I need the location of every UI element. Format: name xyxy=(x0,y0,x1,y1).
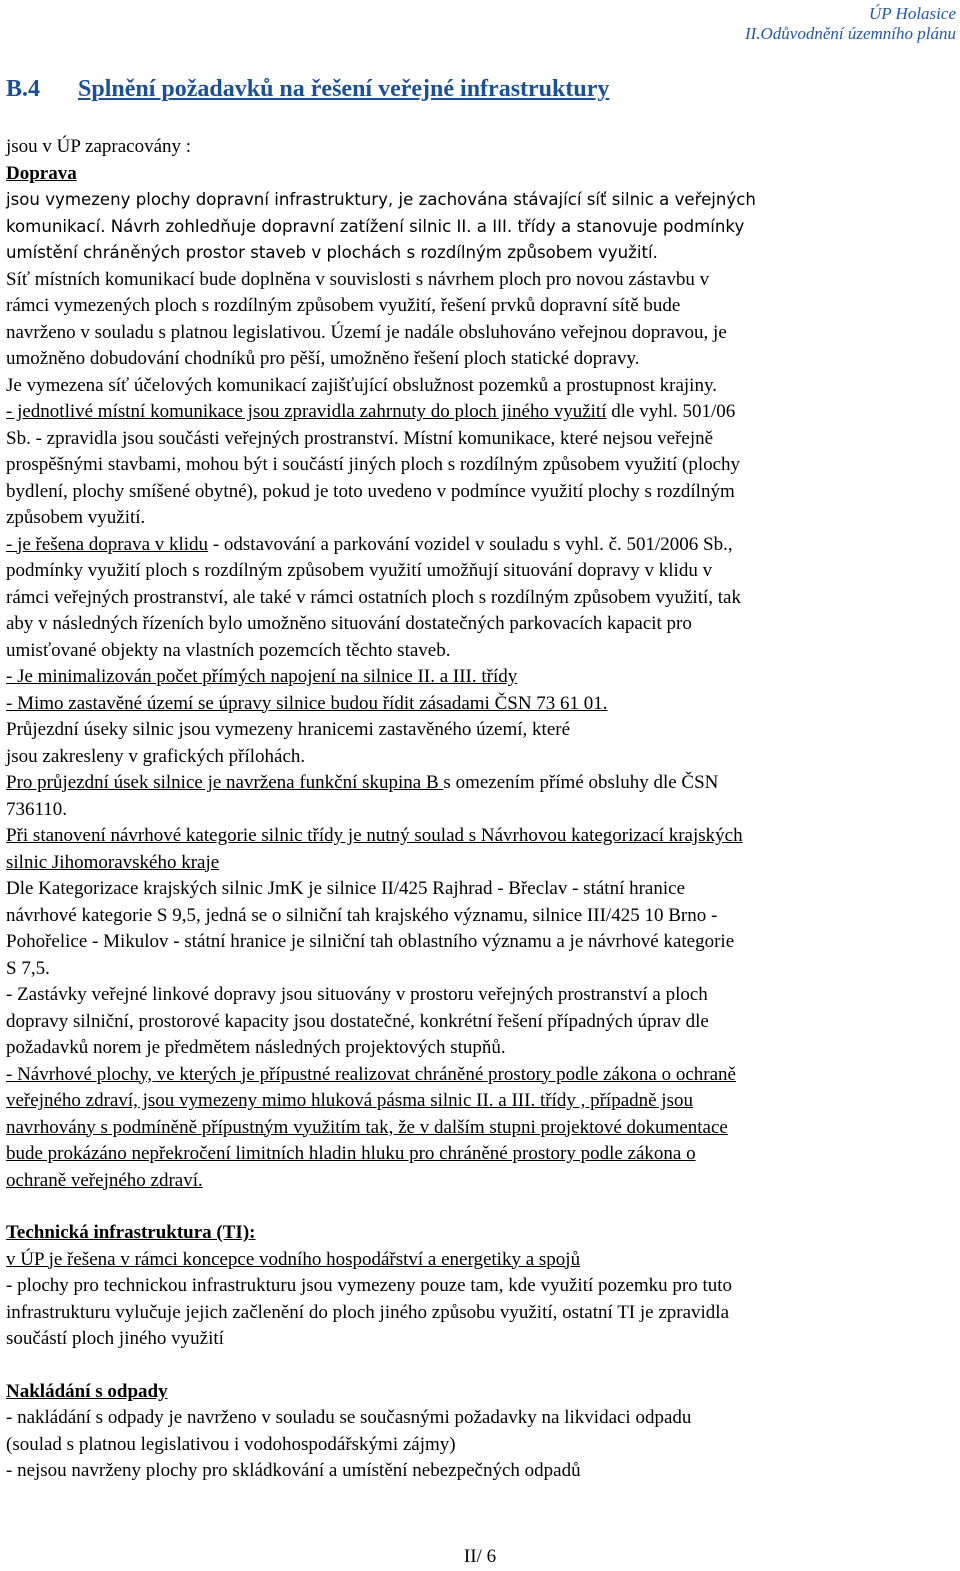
header-project: ÚP Holasice xyxy=(868,4,956,23)
section-number: B.4 xyxy=(6,76,41,102)
doprava-line: Je vymezena síť účelových komunikací zajišťující obslužnost pozemků a prostupnost krajiny. xyxy=(6,374,717,396)
underlined-text: - Je minimalizován počet přímých napojení na silnice II. a III. třídy xyxy=(6,666,518,687)
document-body xyxy=(6,134,956,1485)
intro-line: jsou v ÚP zapracovány : xyxy=(6,136,192,157)
underlined-text: bude prokázáno nepřekročení limitních hladin hluku pro chráněné prostory podle zákona o xyxy=(6,1143,696,1164)
doprava-line xyxy=(6,664,956,691)
doprava-line xyxy=(6,850,956,877)
underlined-text: - Mimo zastavěné území se úpravy silnice budou řídit zásadami ČSN 73 61 01. xyxy=(6,692,608,714)
doprava-line: Dle Kategorizace krajských silnic JmK je silnice II/425 Rajhrad - Břeclav - státní hranice xyxy=(6,878,685,899)
page-number: II/ 6 xyxy=(463,1546,497,1567)
doprava-line xyxy=(6,823,956,850)
doprava-line: Síť místních komunikací bude doplněna v souvislosti s návrhem ploch pro novou zástavbu v xyxy=(6,268,710,290)
paragraph-gap xyxy=(6,1353,956,1379)
doprava-line xyxy=(6,532,956,559)
doprava-line: navrženo v souladu s platnou legislativou. Území je nadále obsluhováno veřejnou dopravou, je xyxy=(6,321,727,343)
odpady-line: - nakládání s odpady je navrženo v souladu se současnými požadavky na likvidaci odpadu xyxy=(6,1407,692,1428)
underlined-text: ochraně veřejného zdraví. xyxy=(6,1169,203,1191)
doprava-line xyxy=(6,1062,956,1089)
section-title xyxy=(6,74,609,104)
doprava-line: 736110. xyxy=(6,798,68,820)
doprava-line: Pohořelice - Mikulov - státní hranice je silniční tah oblastního významu a je návrhové kategorie xyxy=(6,931,735,952)
text-run: dle vyhl. 501/06 xyxy=(606,401,736,422)
document-header xyxy=(745,4,956,44)
doprava-line: prospěšnými stavbami, mohou být i součástí jiných ploch s rozdílným způsobem využití (plochy xyxy=(6,454,741,475)
doprava-line: rámci veřejných prostranství, ale také v rámci ostatních ploch s rozdílným způsobem využití, tak xyxy=(6,586,741,608)
ti-line: infrastrukturu vylučuje jejich začlenění do ploch jiného způsobu využití, ostatní TI je zpravidla xyxy=(6,1301,730,1323)
doprava-line: bydlení, plochy smíšené obytné), pokud je toto uvedeno v podmínce využití plochy s rozdílným xyxy=(6,480,735,502)
doprava-line: umístění chráněných prostor staveb v plochách s rozdílným způsobem využití. xyxy=(6,243,658,262)
doprava-line: - Zastávky veřejné linkové dopravy jsou situovány v prostoru veřejných prostranství a ploch xyxy=(6,984,708,1005)
doprava-line xyxy=(6,691,956,718)
text-run: s omezením přímé obsluhy dle ČSN xyxy=(443,772,719,793)
underlined-text: silnic Jihomoravského kraje xyxy=(6,851,220,873)
doprava-heading: Doprava xyxy=(6,162,77,184)
header-part: II.Odůvodnění územního plánu xyxy=(744,24,956,43)
underlined-text: - jednotlivé místní komunikace jsou zpravidla zahrnuty do ploch jiného využití xyxy=(6,401,607,422)
odpady-heading: Nakládání s odpady xyxy=(6,1380,168,1402)
doprava-line: požadavků norem je předmětem následných projektových stupňů. xyxy=(6,1037,506,1058)
ti-line xyxy=(6,1247,956,1274)
doprava-line xyxy=(6,399,956,426)
doprava-line: jsou zakresleny v grafických přílohách. xyxy=(6,745,306,767)
doprava-line xyxy=(6,1088,956,1115)
doprava-line: Průjezdní úseky silnic jsou vymezeny hranicemi zastavěného území, které xyxy=(6,719,571,740)
underlined-text: veřejného zdraví, jsou vymezeny mimo hluková pásma silnic II. a III. třídy , případně jsou xyxy=(6,1090,693,1111)
doprava-line: umisťované objekty na vlastních pozemcích těchto staveb. xyxy=(6,639,451,661)
doprava-line: způsobem využití. xyxy=(6,507,146,528)
text-run: - odstavování a parkování vozidel v souladu s vyhl. č. 501/2006 Sb., xyxy=(208,533,733,555)
odpady-line: (soulad s platnou legislativou i vodohospodářskými zájmy) xyxy=(6,1433,456,1455)
odpady-line: - nejsou navrženy plochy pro skládkování a umístění nebezpečných odpadů xyxy=(6,1460,581,1481)
doprava-line: komunikací. Návrh zohledňuje dopravní zatížení silnic II. a III. třídy a stanovuje podmínky xyxy=(6,216,745,236)
underlined-text: - Návrhové plochy, ve kterých je přípustné realizovat chráněné prostory podle zákona o ochraně xyxy=(6,1063,736,1085)
ti-line: - plochy pro technickou infrastrukturu jsou vymezeny pouze tam, kde využití pozemku pro tuto xyxy=(6,1275,733,1296)
section-heading: Splnění požadavků na řešení veřejné infrastruktury xyxy=(78,76,610,102)
paragraph-gap xyxy=(6,1194,956,1220)
ti-line: součástí ploch jiného využití xyxy=(6,1328,224,1349)
underlined-text: Při stanovení návrhové kategorie silnic třídy je nutný soulad s Návrhovou kategorizací krajských xyxy=(6,825,743,846)
doprava-line xyxy=(6,1115,956,1142)
doprava-line: aby v následných řízeních bylo umožněno situování dostatečných parkovacích kapacit pro xyxy=(6,613,692,634)
doprava-line: dopravy silniční, prostorové kapacity jsou dostatečné, konkrétní řešení případných úprav dle xyxy=(6,1010,709,1032)
underlined-text: Pro průjezdní úsek silnice je navržena funkční skupina B xyxy=(6,772,444,793)
underlined-text: v ÚP je řešena v rámci koncepce vodního hospodářství a energetiky a spojů xyxy=(6,1248,581,1270)
doprava-line: jsou vymezeny plochy dopravní infrastruktury, je zachována stávající síť silnic a veřejných xyxy=(6,190,756,209)
underlined-text: - je řešena doprava v klidu xyxy=(6,533,209,555)
underlined-text: navrhovány s podmíněně přípustným využitím tak, že v dalším stupni projektové dokumentace xyxy=(6,1116,728,1138)
doprava-line: podmínky využití ploch s rozdílným způsobem využití umožňují situování dopravy v klidu v xyxy=(6,560,713,581)
doprava-line: návrhové kategorie S 9,5, jedná se o silniční tah krajského významu, silnice III/425 10 Brno - xyxy=(6,904,718,926)
doprava-line: umožněno dobudování chodníků pro pěší, umožněno řešení ploch statické dopravy. xyxy=(6,348,640,369)
doprava-line xyxy=(6,1141,956,1168)
doprava-line: S 7,5. xyxy=(6,957,50,979)
doprava-line xyxy=(6,770,956,797)
doprava-line xyxy=(6,1168,956,1195)
ti-heading: Technická infrastruktura (TI): xyxy=(6,1222,256,1243)
doprava-line: rámci vymezených ploch s rozdílným způsobem využití, řešení prvků dopravní sítě bude xyxy=(6,295,681,316)
doprava-line: Sb. - zpravidla jsou součásti veřejných prostranství. Místní komunikace, které nejsou veřejně xyxy=(6,427,714,449)
